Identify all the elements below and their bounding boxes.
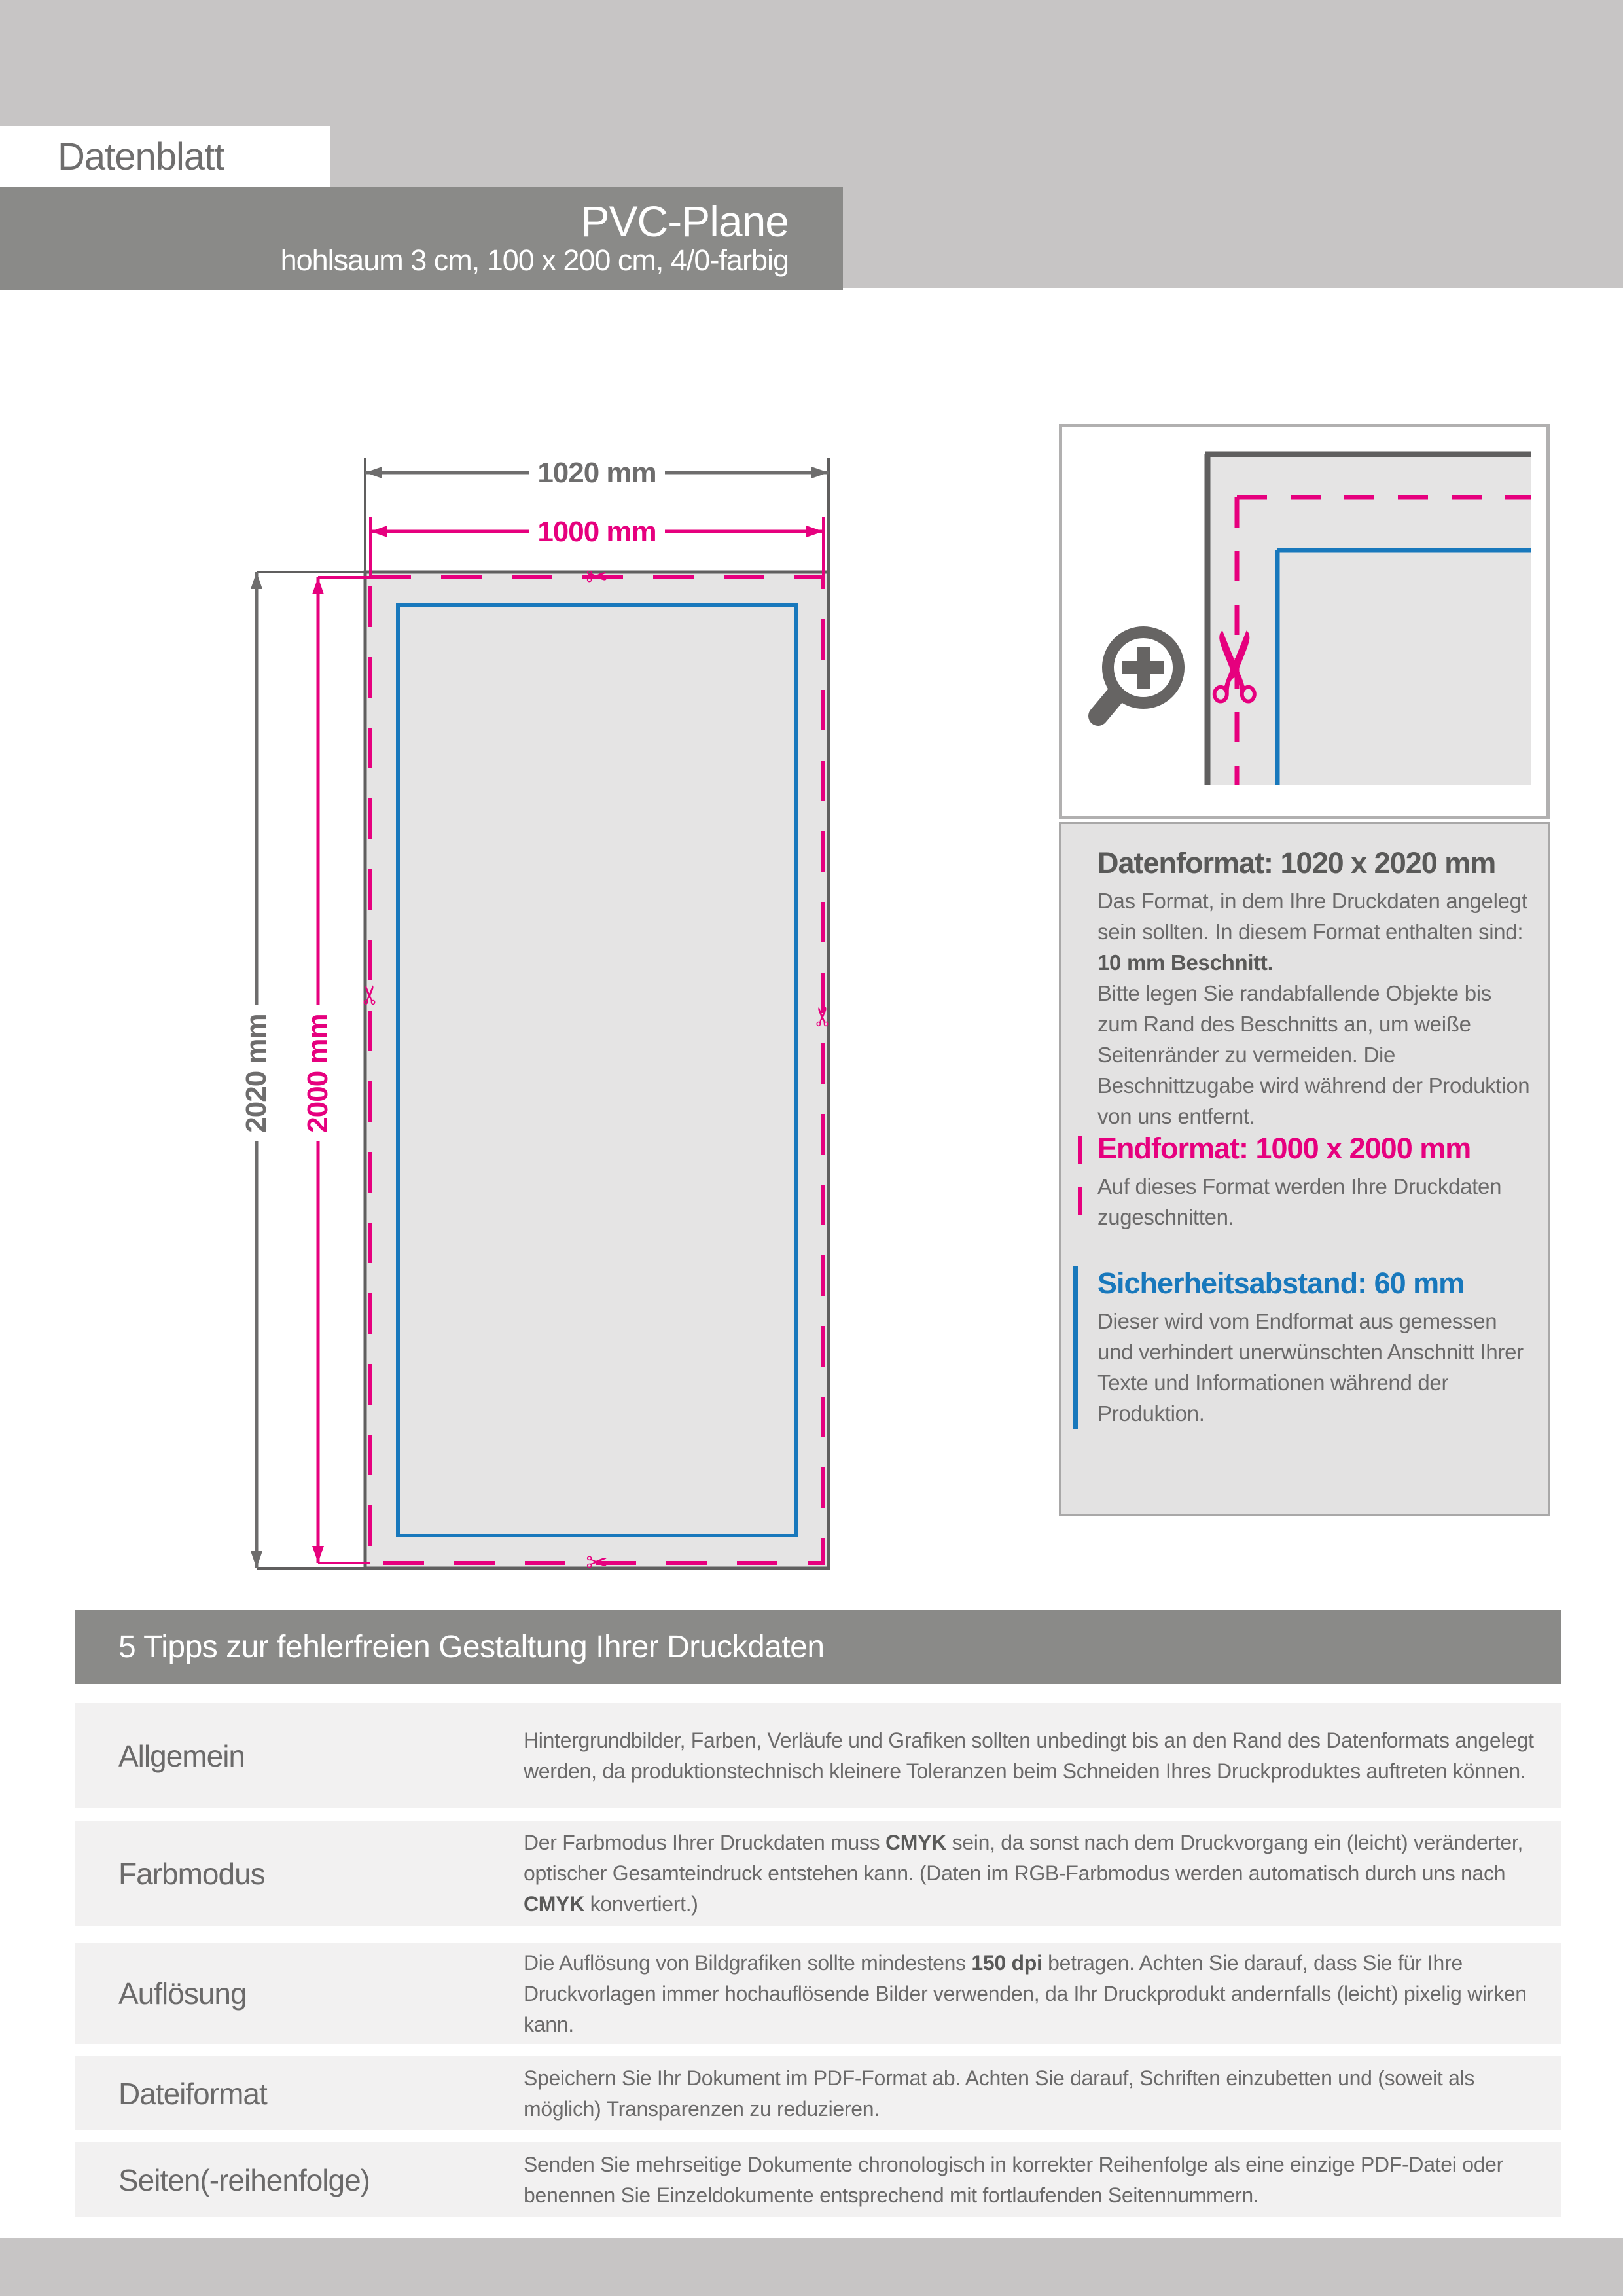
- tip-text: Der Farbmodus Ihrer Druckdaten muss CMYK sein, da sonst nach dem Druckvorgang ein (leicht) veränderter, optischer Gesamteindruck entstehen kann. (Daten im RGB-Farbmodus werden automatisch durch uns nach CMYK konvertiert.): [524, 1831, 1524, 1916]
- tip-label: Farbmodus: [118, 1856, 265, 1891]
- product-subtitle: hohlsaum 3 cm, 100 x 200 cm, 4/0-farbig: [280, 243, 789, 278]
- datenformat-text: Das Format, in dem Ihre Druckdaten angelegt sein sollten. In diesem Format enthalten sind: 10 mm Beschnitt.: [1097, 889, 1527, 975]
- endformat-block: [1078, 1132, 1531, 1232]
- bottom-band: [0, 2238, 1623, 2296]
- datenformat-block: [1078, 846, 1531, 1132]
- zoom-detail-box: [1059, 424, 1550, 819]
- tip-row-seitenreihenfolge: [75, 2142, 1561, 2217]
- datenformat-heading: Datenformat: 1020 x 2020 mm: [1097, 846, 1496, 880]
- tip-text: Senden Sie mehrseitige Dokumente chronologisch in korrekter Reihenfolge als eine einzige PDF-Datei oder benennen Sie Einzeldokumente entsprechend mit fortlaufenden Seitennummern.: [524, 2152, 1504, 2207]
- tip-row-aufloesung: [75, 1943, 1561, 2044]
- detail-box-fill: [1210, 457, 1531, 785]
- dim-label-height-outer: 2020 mm: [240, 1005, 273, 1141]
- scissors-icon: ✂: [586, 1548, 608, 1578]
- tip-label: Dateiformat: [118, 2076, 267, 2111]
- datenblatt-label: Datenblatt: [58, 135, 224, 178]
- zoom-detail-diagram: [1062, 427, 1546, 816]
- tip-text: Die Auflösung von Bildgrafiken sollte mindestens 150 dpi betragen. Achten Sie darauf, dass Sie für Ihre Druckvorlagen immer hochauflösende Bilder verwenden, da Ihr Druckprodukt andernfalls (leicht) pixelig wirken kann.: [524, 1950, 1527, 2036]
- datenformat-box: [365, 572, 829, 1568]
- tip-label: Seiten(-reihenfolge): [118, 2162, 370, 2197]
- product-title: PVC-Plane: [580, 196, 789, 245]
- scissors-icon: ✂: [1180, 625, 1294, 708]
- scissors-icon: ✂: [808, 1005, 838, 1028]
- tip-row-allgemein: [75, 1703, 1561, 1808]
- tip-text: Hintergrundbilder, Farben, Verläufe und Grafiken sollten unbedingt bis an den Rand des Datenformats angelegt werden, da produktionstechnisch kleinere Toleranzen beim Schneiden Ihres Druckproduktes auftreten können.: [524, 1728, 1534, 1783]
- scissors-icon: ✂: [355, 984, 385, 1006]
- tips-title: 5 Tipps zur fehlerfreien Gestaltung Ihrer Druckdaten: [118, 1630, 825, 1664]
- sicherheitsabstand-text: Dieser wird vom Endformat aus gemessen und verhindert unerwünschten Anschnitt Ihrer Texte und Informationen während der Produktion.: [1097, 1309, 1524, 1426]
- scissors-icon: ✂: [586, 562, 608, 592]
- bleed-note-text: Bitte legen Sie randabfallende Objekte bis zum Rand des Beschnitts an, um weiße Seitenränder zu vermeiden. Die Beschnittzugabe wird während der Produktion von uns entfernt.: [1097, 981, 1530, 1128]
- dim-label-width-inner: 1000 mm: [529, 516, 665, 548]
- tip-text: Speichern Sie Ihr Dokument im PDF-Format ab. Achten Sie darauf, Schriften einzubetten und (soweit als möglich) Transparenzen zu reduzieren.: [524, 2066, 1475, 2121]
- dim-label-width-outer: 1020 mm: [529, 457, 665, 490]
- magnifier-plus-icon: [1098, 632, 1179, 716]
- datenblatt-label-box: [0, 126, 330, 187]
- tip-row-farbmodus: [75, 1821, 1561, 1926]
- tip-row-dateiformat: [75, 2056, 1561, 2130]
- format-info-panel: [1059, 822, 1550, 1516]
- tips-header-band: [75, 1610, 1561, 1684]
- sicherheitsabstand-block: [1073, 1266, 1531, 1429]
- endformat-heading: Endformat: 1000 x 2000 mm: [1097, 1132, 1471, 1165]
- endformat-text: Auf dieses Format werden Ihre Druckdaten zugeschnitten.: [1097, 1174, 1502, 1229]
- product-banner: [0, 187, 843, 290]
- dim-label-height-inner: 2000 mm: [302, 1005, 334, 1141]
- sicherheitsabstand-heading: Sicherheitsabstand: 60 mm: [1097, 1266, 1465, 1300]
- tip-label: Allgemein: [118, 1738, 245, 1773]
- tip-label: Auflösung: [118, 1977, 247, 2011]
